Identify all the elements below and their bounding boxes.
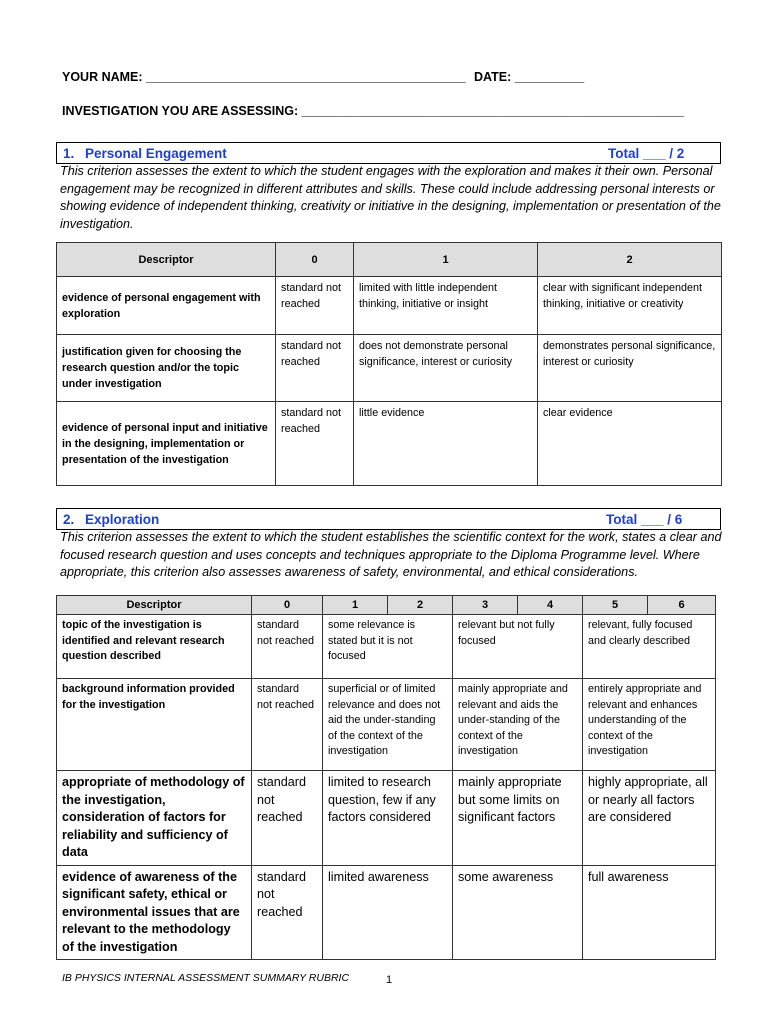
cell-score-0: standard not reached [276,335,354,402]
header-score-4: 4 [518,596,583,615]
cell-score-1-2: some relevance is stated but it is not focused [323,615,453,679]
section1-total: Total ___ / 2 [608,146,685,161]
section1-number: 1. [63,146,75,161]
section1-title: Personal Engagement [85,146,227,161]
section2-total: Total ___ / 6 [606,512,683,527]
cell-score-5-6: entirely appropriate and relevant and enhances understanding of the context of the investigation [583,679,716,771]
row-descriptor: appropriate of methodology of the investigation, consideration of factors for reliability and sufficiency of data [57,771,252,866]
section1-table [56,242,722,486]
header-score-2: 2 [538,243,722,277]
cell-score-5-6: relevant, fully focused and clearly described [583,615,716,679]
table-row [57,865,716,960]
header-score-0: 0 [252,596,323,615]
header-score-5: 5 [583,596,648,615]
cell-score-3-4: some awareness [453,865,583,960]
header-score-6: 6 [648,596,716,615]
header-descriptor: Descriptor [57,596,252,615]
cell-score-3-4: mainly appropriate and relevant and aids the under-standing of the context of the investigation [453,679,583,771]
row-descriptor: justification given for choosing the research question and/or the topic under investigation [57,335,276,402]
section2-heading [56,508,721,530]
row-descriptor: evidence of personal input and initiative in the designing, implementation or presentation of the investigation [57,402,276,486]
name-field-label: YOUR NAME: ______________________________________________ [62,70,466,84]
section2-number: 2. [63,512,75,527]
row-descriptor: evidence of personal engagement with exploration [57,277,276,335]
date-field-label: DATE: __________ [474,70,585,84]
cell-score-0: standard not reached [252,679,323,771]
header-score-2: 2 [388,596,453,615]
row-descriptor: topic of the investigation is identified and relevant research question described [57,615,252,679]
section2-table [56,595,716,960]
cell-score-0: standard not reached [252,771,323,866]
section2-title: Exploration [85,512,160,527]
cell-score-2: clear with significant independent thinking, initiative or creativity [538,277,722,335]
cell-score-5-6: full awareness [583,865,716,960]
section2-intro: This criterion assesses the extent to which the student establishes the scientific context for the work, states a clear and focused research question and uses concepts and techniques appropriate to the Diploma Programme level. Where appropriate, this criterion also assesses awareness of safety, environmental, and ethical considerations. [60,530,722,579]
header-score-0: 0 [276,243,354,277]
cell-score-1-2: superficial or of limited relevance and does not aid the under-standing of the context of the investigation [323,679,453,771]
investigation-field-label: INVESTIGATION YOU ARE ASSESSING: _______________________________________________________ [62,104,684,118]
row-descriptor: background information provided for the investigation [57,679,252,771]
cell-score-3-4: mainly appropriate but some limits on significant factors [453,771,583,866]
cell-score-3-4: relevant but not fully focused [453,615,583,679]
cell-score-0: standard not reached [276,402,354,486]
cell-score-1-2: limited awareness [323,865,453,960]
cell-score-0: standard not reached [252,615,323,679]
table-row [57,335,722,402]
row-descriptor: evidence of awareness of the significant safety, ethical or environmental issues that are relevant to the methodology of the investigation [57,865,252,960]
cell-score-2: clear evidence [538,402,722,486]
header-score-1: 1 [323,596,388,615]
cell-score-1: does not demonstrate personal significance, interest or curiosity [354,335,538,402]
table-header-row [57,243,722,277]
table-row [57,615,716,679]
table-row [57,402,722,486]
cell-score-1: limited with little independent thinking, initiative or insight [354,277,538,335]
header-score-3: 3 [453,596,518,615]
table-row [57,771,716,866]
cell-score-2: demonstrates personal significance, interest or curiosity [538,335,722,402]
section1-intro: This criterion assesses the extent to which the student engages with the exploration and makes it their own. Personal engagement may be recognized in different attributes and skills. These could include addressing personal interests or showing evidence of independent thinking, creativity or initiative in the designing, implementation or presentation of the investigation. [60,164,721,231]
table-header-row [57,596,716,615]
cell-score-1: little evidence [354,402,538,486]
cell-score-5-6: highly appropriate, all or nearly all factors are considered [583,771,716,866]
header-descriptor: Descriptor [57,243,276,277]
cell-score-0: standard not reached [276,277,354,335]
footer-text: IB PHYSICS INTERNAL ASSESSMENT SUMMARY RUBRIC [62,972,350,984]
cell-score-1-2: limited to research question, few if any factors considered [323,771,453,866]
table-row [57,679,716,771]
table-row [57,277,722,335]
header-score-1: 1 [354,243,538,277]
section1-heading [56,142,721,164]
page-number: 1 [386,974,393,986]
cell-score-0: standard not reached [252,865,323,960]
